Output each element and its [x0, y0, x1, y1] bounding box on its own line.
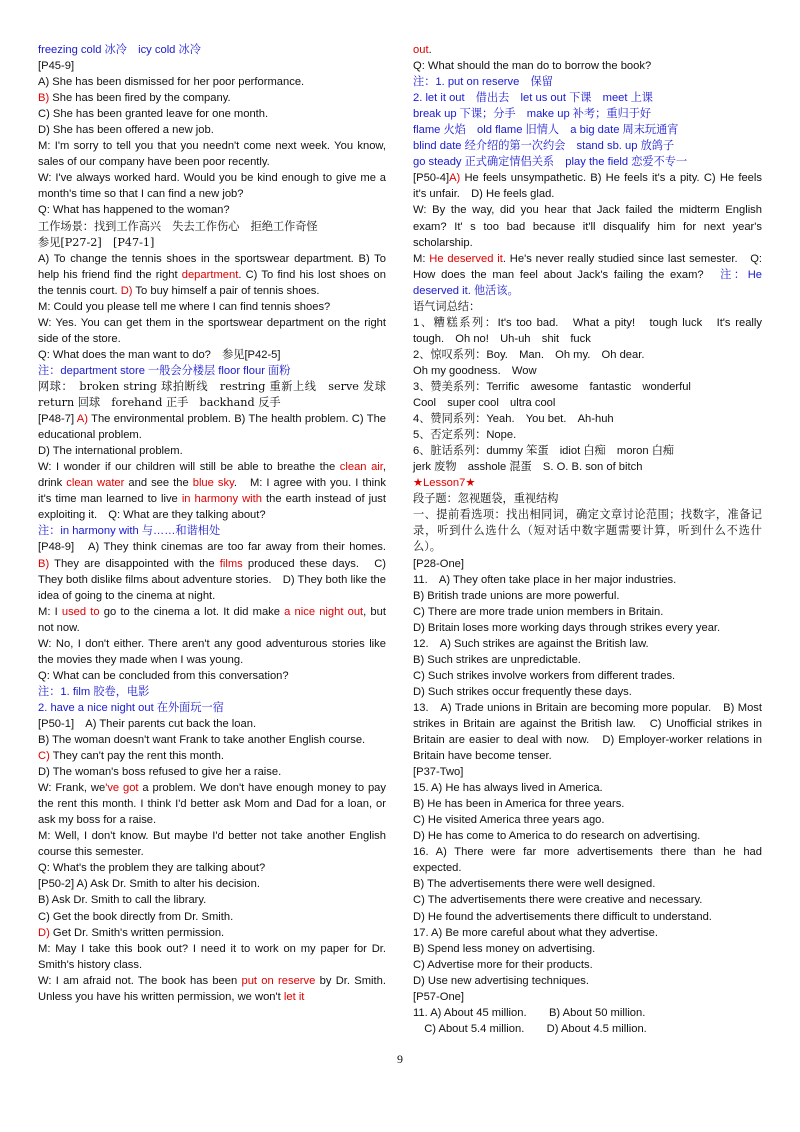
text-line: 注：in harmony with 与……和谐相处: [38, 525, 221, 538]
text-line: W: I am afraid not. The book has been put on reserve by Dr. Smith. Unless you have his written permission, we won't let it: [38, 974, 386, 1003]
text-line: M: I'm sorry to tell you that you needn't come next week. You know, sales of our company have been poor recently.: [38, 140, 386, 169]
text-line: go steady 正式确定情侣关系 play the field 恋爱不专一: [413, 156, 688, 169]
text-line: B) Ask Dr. Smith to call the library.: [38, 894, 207, 907]
text-line: B) The woman doesn't want Frank to take another English course.: [38, 734, 366, 747]
text-line: W: Yes. You can get them in the sportswear department on the right side of the store.: [38, 316, 386, 345]
text-line: 4、赞同系列：Yeah. You bet. Ah-huh: [413, 413, 614, 426]
text-line: B) Spend less money on advertising.: [413, 942, 596, 955]
page-number: 9: [397, 1052, 403, 1066]
text-line: B) British trade unions are more powerful.: [413, 589, 620, 602]
text-line: 注：1. put on reserve 保留: [413, 76, 553, 89]
text-line: 3、赞美系列：Terrific awesome fantastic wonderful: [413, 380, 691, 393]
text-line: D) The international problem.: [38, 445, 183, 458]
left-column: [38, 42, 398, 1005]
text-line: D) He found the advertisements there difficult to understand.: [413, 910, 712, 923]
text-line: 工作场景：找到工作高兴 失去工作伤心 拒绝工作奇怪: [38, 219, 318, 233]
text-line: W: I've always worked hard. Would you be kind enough to give me a month's time so that I can find a new job?: [38, 172, 386, 201]
text-line: A) She has been dismissed for her poor performance.: [38, 76, 305, 89]
text-line: D) He has come to America to do research on advertising.: [413, 830, 701, 843]
text-line: Oh my goodness. Wow: [413, 364, 537, 377]
text-line: W: No, I don't either. There aren't any good adventurous stories like the movies they made when I was young.: [38, 637, 386, 666]
text-line: D) The woman's boss refused to give her a raise.: [38, 766, 282, 779]
text-line: D) She has been offered a new job.: [38, 124, 214, 137]
text-line: 一、提前看选项：找出相同词，确定文章讨论范围；找数字，准备记录，听到什么选什么（短对话中数字题需要计算，听到什么不选什么）。: [413, 508, 762, 554]
text-line: 段子题：忽视题袋，重视结构: [413, 492, 559, 506]
text-line: B) She has been fired by the company.: [38, 92, 231, 105]
text-line: Q: What has happened to the woman?: [38, 204, 230, 217]
text-line: 注：department store 一般会分楼层 floor flour 面粉: [38, 364, 291, 377]
text-line: [P45-9]: [38, 60, 75, 73]
right-column: [413, 42, 762, 1037]
text-line: A) To change the tennis shoes in the sportswear department. B) To help his friend find the right department. C) To find his lost shoes on the tennis court. D) To buy himself a pair of tennis shoes.: [38, 252, 386, 297]
text-line: [P28-One]: [413, 557, 464, 570]
text-line: break up 下课；分手 make up 补考；重归于好: [413, 108, 652, 121]
text-line: [P50-4]A) He feels unsympathetic. B) He feels it's a pity. C) He feels it's unfair. D) He feels glad.: [413, 172, 762, 201]
text-line: B) He has been in America for three years.: [413, 798, 625, 811]
text-line: 6、脏话系列：dummy 笨蛋 idiot 白痴 moron 白痴: [413, 445, 675, 458]
text-line: W: Frank, we've got a problem. We don't have enough money to pay the rent this month. I think I'd better ask Mom and Dad for a loan, or ask my boss for a raise.: [38, 782, 386, 827]
text-line: 5、否定系列：Nope.: [413, 429, 517, 442]
text-line: M: He deserved it. He's never really studied since last semester. Q: How does the man feel about Jack's failing the exam? 注：He deserved it. 他活该。: [413, 252, 763, 297]
text-line: C) They can't pay the rent this month.: [38, 750, 224, 763]
text-line: W: I wonder if our children will still be able to breathe the clean air, drink clean water and see the blue sky. M: I agree with you. I think it's time man learned to live in harmony with the earth instead of just exploiting it. Q: What are they talking about?: [38, 461, 387, 522]
text-line: freezing cold 冰冷 icy cold 冰冷: [38, 44, 201, 56]
text-line: C) Advertise more for their products.: [413, 958, 593, 971]
text-line: [P48-7] A) The environmental problem. B) The health problem. C) The educational problem.: [38, 413, 387, 442]
text-line: 2. let it out 借出去 let us out 下课 meet 上课: [413, 92, 653, 105]
text-line: ★Lesson7★: [413, 477, 476, 490]
text-line: 注：1. film 胶卷，电影: [38, 685, 150, 698]
text-line: C) Such strikes involve workers from different trades.: [413, 669, 676, 682]
text-line: 2、惊叹系列：Boy. Man. Oh my. Oh dear.: [413, 348, 645, 361]
text-line: [P50-2] A) Ask Dr. Smith to alter his decision.: [38, 878, 260, 891]
text-line: 17. A) Be more careful about what they advertise.: [413, 926, 659, 939]
text-line: 11. A) They often take place in her major industries.: [413, 573, 677, 586]
text-line: C) About 5.4 million. D) About 4.5 million.: [413, 1022, 647, 1035]
text-line: D) Use new advertising techniques.: [413, 974, 589, 987]
text-line: 12. A) Such strikes are against the British law.: [413, 637, 649, 650]
text-line: [P37-Two]: [413, 766, 464, 779]
text-line: Q: What can be concluded from this conversation?: [38, 669, 289, 682]
text-line: C) She has been granted leave for one month.: [38, 108, 269, 121]
text-line: [P48-9] A) They think cinemas are too far away from their homes. B) They are disappointed with the films produced these days. C) They both dislike films about adventure stories. D) They both like the idea of going to the cinema at night.: [38, 541, 398, 602]
text-line: flame 火焰 old flame 旧情人 a big date 周末玩通宵: [413, 124, 679, 137]
text-line: 13. A) Trade unions in Britain are becoming more popular. B) Most strikes in Britain are against the British law. C) Unofficial strikes in Britain are easier to deal with now. D) Employer-worker relations in Britain have become tenser.: [413, 701, 762, 763]
text-line: D) Britain loses more working days through strikes every year.: [413, 621, 721, 634]
text-line: out.: [413, 44, 432, 56]
text-line: D) Such strikes occur frequently these days.: [413, 685, 632, 698]
text-line: 11. A) About 45 million. B) About 50 million.: [413, 1006, 646, 1019]
text-line: [P57-One]: [413, 990, 464, 1003]
text-line: B) The advertisements there were well designed.: [413, 878, 656, 891]
text-line: Cool super cool ultra cool: [413, 397, 556, 410]
text-line: C) The advertisements there were creative and necessary.: [413, 894, 703, 907]
text-line: 网球： broken string 球拍断线 restring 重新上线 serve 发球 return 回球 forehand 正手 backhand 反手: [38, 379, 398, 410]
text-line: 2. have a nice night out 在外面玩一宿: [38, 701, 224, 714]
text-line: M: Well, I don't know. But maybe I'd better not take another English course this semester.: [38, 830, 386, 859]
text-line: C) Get the book directly from Dr. Smith.: [38, 910, 234, 923]
text-line: W: By the way, did you hear that Jack failed the midterm English exam? It' s too bad because it'll disqualify him for next year's scholarship.: [413, 204, 762, 249]
text-line: 参见[P27-2] [P47-1]: [38, 235, 155, 249]
text-line: Q: What's the problem they are talking about?: [38, 862, 266, 875]
text-line: M: I used to go to the cinema a lot. It did make a nice night out, but not now.: [38, 605, 386, 634]
text-line: 16. A) There were far more advertisements there than he had expected.: [413, 846, 762, 875]
text-line: D) Get Dr. Smith's written permission.: [38, 926, 225, 939]
text-line: blind date 经介绍的第一次约会 stand sb. up 放鸽子: [413, 140, 675, 153]
text-line: M: May I take this book out? I need it to work on my paper for Dr. Smith's history class.: [38, 942, 386, 971]
text-line: 语气词总结：: [413, 299, 481, 313]
text-line: Q: What should the man do to borrow the book?: [413, 60, 652, 73]
text-line: C) There are more trade union members in Britain.: [413, 605, 664, 618]
text-line: 1、糟糕系列：It's too bad. What a pity! tough luck It's really tough. Oh no! Uh-uh shit fuck: [413, 316, 762, 345]
text-line: jerk 废物 asshole 混蛋 S. O. B. son of bitch: [413, 461, 643, 474]
text-line: 15. A) He has always lived in America.: [413, 782, 603, 795]
text-line: B) Such strikes are unpredictable.: [413, 653, 581, 666]
text-line: C) He visited America three years ago.: [413, 814, 605, 827]
text-line: Q: What does the man want to do? 参见[P42-5]: [38, 348, 281, 361]
text-line: [P50-1] A) Their parents cut back the loan.: [38, 717, 257, 730]
text-line: M: Could you please tell me where I can find tennis shoes?: [38, 300, 331, 313]
